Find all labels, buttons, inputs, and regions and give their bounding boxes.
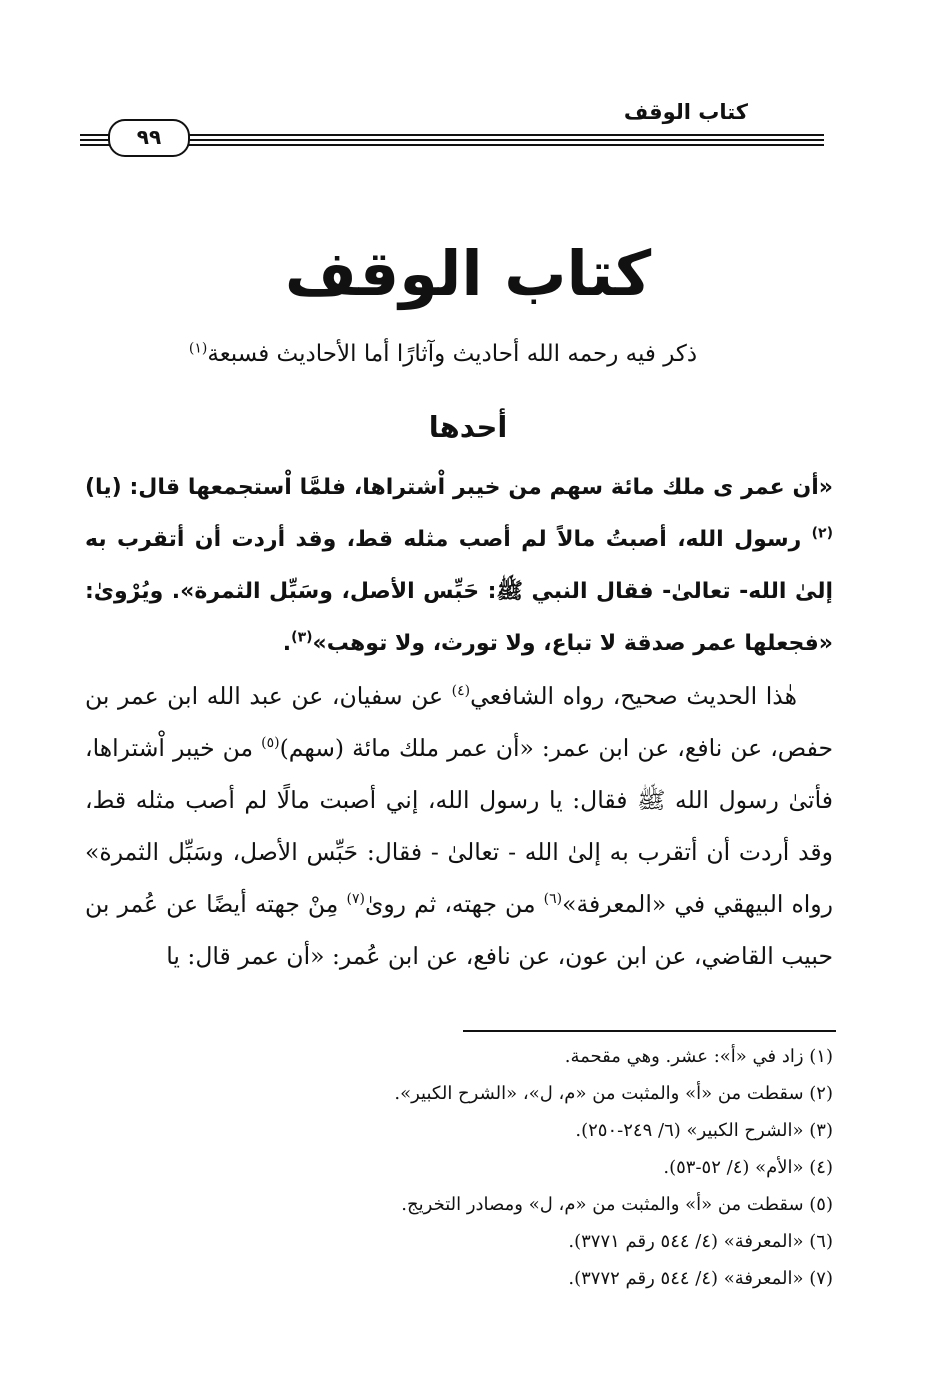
section-heading: أحدها — [428, 410, 508, 444]
commentary-text: عن سفيان، عن عبد الله ابن عمر بن حفص، عن نافع، عن ابن عمر: «أن عمر ملك مائة (سهم) — [85, 682, 833, 762]
intro-text: ذكر فيه رحمه الله أحاديث وآثارًا أما الأحاديث فسبعة — [207, 341, 698, 367]
footnote-ref: (٣) — [291, 629, 313, 646]
footnote-ref: (٦) — [543, 891, 563, 908]
footnote-ref: (٥) — [261, 735, 280, 752]
footnote-5: (٥) سقطت من «أ» والمثبت من «م، ل» ومصادر التخريج. — [401, 1194, 833, 1215]
commentary-paragraph — [85, 670, 833, 982]
commentary-text: هٰذا الحديث صحيح، رواه الشافعي — [470, 682, 797, 710]
rule-line — [80, 144, 824, 146]
commentary-text: من جهته، ثم روىٰ — [364, 890, 544, 918]
main-text — [85, 462, 833, 982]
footnote-ref: (١) — [188, 340, 208, 357]
commentary-text: من خيبر اْشتراها، فأتىٰ رسول الله ﷺ فقال: يا رسول الله، إني أصبت مالًا لم أصب مثله قط، وقد أردت أن أتقرب به إلىٰ الله - تعالىٰ - فقال: حَبِّس الأصل، وسَبِّل الثمرة» رواه البيهقي في «المعرفة» — [85, 734, 833, 918]
rule-line — [80, 139, 824, 141]
rule-line — [80, 134, 824, 136]
page-number: ٩٩ — [108, 119, 190, 157]
footnote-ref: (٧) — [346, 891, 365, 908]
commentary-text: مِنْ جهته أيضًا عن عُمر بن حبيب القاضي، عن ابن عون، عن نافع، عن ابن عُمر: «أن عمر قال: يا — [85, 890, 833, 970]
book-title: كتاب الوقف — [284, 237, 652, 310]
footnote-4: (٤) «الأم» (٤/ ٥٢-٥٣). — [663, 1157, 833, 1178]
hadith-paragraph — [85, 462, 833, 670]
footnote-ref: (٢) — [811, 525, 833, 542]
footnote-separator — [463, 1030, 836, 1032]
running-title: كتاب الوقف — [623, 100, 748, 124]
footnotes-list — [85, 1038, 833, 1297]
footnote-1: (١) زاد في «أ»: عشر. وهي مقحمة. — [564, 1046, 833, 1067]
footnote-3: (٣) «الشرح الكبير» (٦/ ٢٤٩-٢٥٠). — [575, 1120, 833, 1141]
footnote-2: (٢) سقطت من «أ» والمثبت من «م، ل»، «الشرح الكبير». — [394, 1083, 833, 1104]
footnote-ref: (٤) — [451, 683, 471, 700]
hadith-text: رسول الله، أصبتُ مالاً لم أصب مثله قط، وقد أردت أن أتقرب به إلىٰ الله- تعالىٰ- فقال النبي ﷺ: حَبِّس الأصل، وسَبِّل الثمرة». ويُرْوىٰ: «فجعلها عمر صدقة لا تباع، ولا تورث، ولا توهب» — [85, 527, 833, 656]
footnote-7: (٧) «المعرفة» (٤/ ٥٤٤ رقم ٣٧٧٢). — [568, 1268, 833, 1289]
footnote-6: (٦) «المعرفة» (٤/ ٥٤٤ رقم ٣٧٧١). — [568, 1231, 833, 1252]
hadith-text: . — [282, 631, 292, 656]
header-rule — [80, 128, 824, 152]
intro-line — [120, 338, 766, 370]
hadith-text: «أن عمر ى ملك مائة سهم من خيبر اْشتراها، فلمَّا اْستجمعها قال: (يا) — [85, 475, 833, 500]
